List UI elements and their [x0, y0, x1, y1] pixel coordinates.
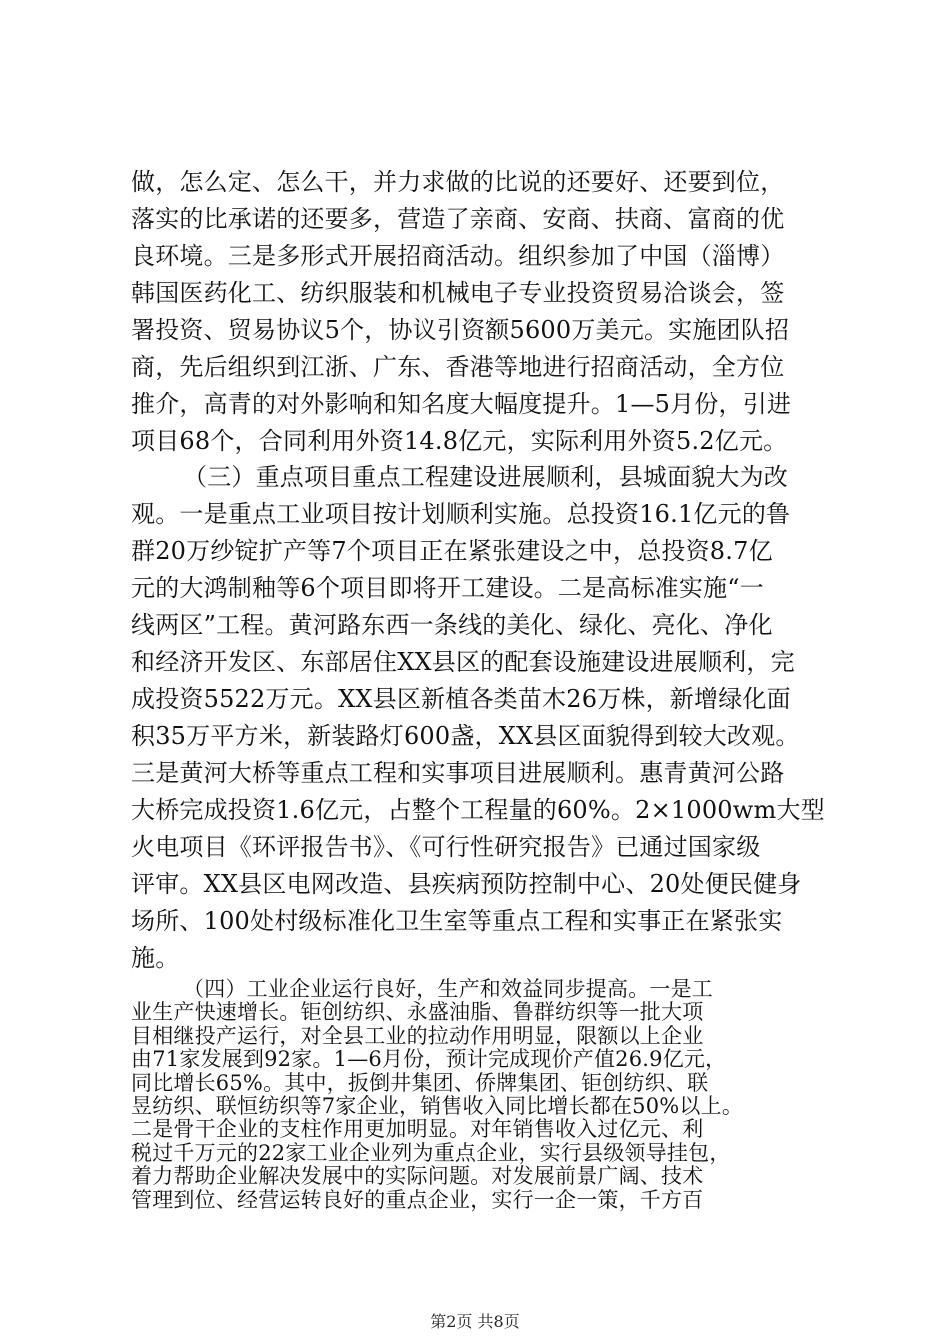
text-line: 场所、100处村级标准化卫生室等重点工程和实事正在紧张实 — [131, 907, 783, 935]
text-line: 项目68个，合同利用外资14.8亿元，实际利用外资5.2亿元。 — [131, 427, 788, 455]
text-line: 管理到位、经营运转良好的重点企业，实行一企一策，千方百 — [131, 1187, 704, 1212]
text-line: 三是黄河大桥等重点工程和实事项目进展顺利。惠青黄河公路 — [131, 759, 785, 787]
page-footer: 第2页 共8页 — [430, 1312, 520, 1331]
text-line: 由71家发展到92家。1—6月份，预计完成现价产值26.9亿元， — [131, 1047, 727, 1072]
text-line: 评审。XX县区电网改造、县疾病预防控制中心、20处便民健身 — [131, 870, 802, 898]
text-line: （四）工业企业运行良好，生产和效益同步提高。一是工 — [183, 977, 713, 1001]
text-line: 业生产快速增长。钜创纺织、永盛油脂、鲁群纺织等一批大项 — [131, 1000, 704, 1025]
text-line: 积35万平方米，新装路灯600盏，XX县区面貌得到较大改观。 — [131, 722, 800, 750]
text-line: 推介，高青的对外影响和知名度大幅度提升。1—5月份，引进 — [131, 390, 792, 418]
text-line: 署投资、贸易协议5个，协议引资额5600万美元。实施团队招 — [131, 316, 790, 344]
text-line: （三）重点项目重点工程建设进展顺利，县城面貌大为改 — [183, 463, 788, 491]
text-line: 二是骨干企业的支柱作用更加明显。对年销售收入过亿元、利 — [131, 1117, 704, 1142]
text-line: 韩国医药化工、纺织服装和机械电子专业投资贸易洽谈会，签 — [131, 279, 785, 307]
text-line: 和经济开发区、东部居住XX县区的配套设施建设进展顺利，完 — [131, 648, 795, 676]
text-line: 大桥完成投资1.6亿元，占整个工程量的60%。2×1000wm大型 — [131, 796, 825, 824]
text-line: 观。一是重点工业项目按计划顺利实施。总投资16.1亿元的鲁 — [131, 500, 791, 528]
text-line: 着力帮助企业解决发展中的实际问题。对发展前景广阔、技术 — [131, 1164, 704, 1189]
text-line: 施。 — [131, 944, 180, 972]
text-line: 元的大鸿制釉等6个项目即将开工建设。二是高标准实施“一 — [131, 574, 764, 602]
text-line: 成投资5522万元。XX县区新植各类苗木26万株，新增绿化面 — [131, 685, 791, 713]
text-line: 目相继投产运行，对全县工业的拉动作用明显，限额以上企业 — [131, 1023, 704, 1048]
text-line: 良环境。三是多形式开展招商活动。组织参加了中国（淄博） — [131, 242, 785, 270]
text-line: 线两区”工程。黄河路东西一条线的美化、绿化、亮化、净化 — [131, 611, 773, 639]
text-line: 同比增长65%。其中，扳倒井集团、侨牌集团、钜创纺织、联 — [131, 1070, 709, 1095]
text-line: 群20万纱锭扩产等7个项目正在紧张建设之中，总投资8.7亿 — [131, 537, 773, 565]
text-line: 商，先后组织到江浙、广东、香港等地进行招商活动，全方位 — [131, 353, 785, 381]
text-line: 火电项目《环评报告书》、《可行性研究报告》已通过国家级 — [131, 833, 761, 861]
text-line: 昱纺织、联恒纺织等7家企业，销售收入同比增长都在50%以上。 — [131, 1094, 744, 1118]
text-line: 做，怎么定、怎么干，并力求做的比说的还要好、还要到位， — [131, 168, 785, 196]
text-line: 税过千万元的22家工业企业列为重点企业，实行县级领导挂包， — [131, 1140, 731, 1165]
text-line: 落实的比承诺的还要多，营造了亲商、安商、扶商、富商的优 — [131, 205, 785, 233]
